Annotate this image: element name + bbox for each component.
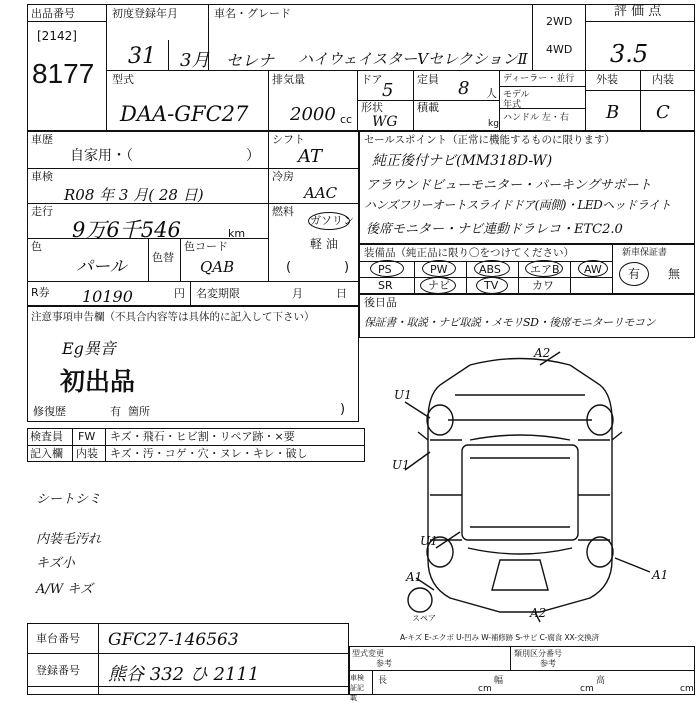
fuel-label: 燃料 [272,205,294,218]
fuel-diesel: 軽 油 [310,237,338,251]
model-change-label: 型式変更 [352,649,384,658]
code-row1: キズ・飛石・ヒビ割・リペア跡・×要 [110,430,295,443]
shape-label: 形状 [361,101,383,114]
entry-label: 記入欄 [30,447,63,460]
int-label: 内装 [652,73,674,86]
model-label: 型式 [112,73,134,86]
damage-mark: U1 [420,534,438,548]
yen-unit: 円 [174,287,185,300]
first-reg-label: 初度登録年月 [112,7,178,20]
doors-label: ドア [361,73,383,86]
damage-mark: A1 [652,568,669,582]
capacity-value: 8 [458,78,470,99]
code-row2-head: 内装 [76,447,98,460]
recycle-label: R券 [31,286,50,299]
chassis-value: GFC27-146563 [108,630,239,650]
name-change-label: 名変期限 [196,287,240,300]
remark-line: シートシミ [36,492,102,507]
first-reg-year: 31 [128,44,156,69]
recycle-value: 10190 [82,287,133,306]
inspection-label: 車検 [31,170,53,183]
displacement-label: 排気量 [272,73,305,86]
repaint-label: 色替 [152,251,174,264]
equip-abs-circle [474,260,510,277]
warranty-no: 無 [668,267,681,281]
remark-line: キズ小 [36,556,75,571]
damage-mark: A2 [534,346,551,360]
equip-navi: ナビ [428,279,450,292]
category-label: 類別区分番号 [514,649,562,658]
sales-point-line: 後席モニター・ナビ連動ドラレコ・ETC2.0 [366,222,623,237]
accessories-value: 保証書・取説・ナビ取説・メモリSD・後席モニターリモコン [364,316,656,329]
equip-sr: SR [378,279,393,292]
reg-value: 熊谷 332 ひ 2111 [108,664,260,685]
kg-unit: kg [488,119,499,129]
category-ref: 参考 [540,659,556,668]
sales-point-line: ハンズフリーオートスライドドア(両側)・LEDヘッドライト [364,198,671,212]
equipment-label: 装備品（純正品に限り〇をつけてください） [364,247,574,259]
shape-value: WG [372,114,398,130]
equip-airbag: エアB [530,263,560,276]
history-label: 車歴 [31,133,53,146]
lot-number-label: 出品番号 [31,7,75,20]
equip-leather: カワ [532,279,554,292]
shift-label: シフト [272,133,305,146]
km-unit: km [228,227,246,240]
width-label: 幅 [494,676,504,686]
name-change-month: 月 [292,287,303,300]
history-value: 自家用・（ [70,148,133,164]
accessories-label: 後日品 [364,296,397,309]
notes-first-listing: 初出品 [60,367,136,396]
damage-mark: A1 [406,570,423,584]
ext-label: 外装 [596,73,618,86]
damage-mark: U1 [394,388,412,402]
person-unit: 人 [486,87,497,100]
car-name-label: 車名・グレード [214,7,291,20]
spare-label: スペア [412,614,436,623]
handle-label: ハンドル 左・右 [503,113,569,123]
equip-aw: AW [584,263,602,276]
fuel-paren-open: ( [286,260,292,275]
sales-point-line: アラウンドビューモニター・パーキングサポート [366,178,652,193]
color-value: パール [76,257,127,277]
ac-value: AAC [304,184,338,202]
drive-2wd: 2WD [546,15,573,28]
model-change-ref: 参考 [376,659,392,668]
lot-small: [2142] [37,29,77,43]
fuel-paren-close: ) [344,260,350,275]
mileage-value: 9万6千546 [72,218,181,242]
score-value: 3.5 [610,40,649,68]
car-name: セレナ [226,51,275,70]
height-label: 高 [596,676,606,686]
drive-4wd: 4WD [546,43,573,56]
inspection-value: R08 年 3 月( 28 日) [64,186,204,204]
ac-label: 冷房 [272,170,294,183]
warranty-circle [619,262,649,286]
equip-aw-circle [578,260,608,277]
lot-number: 8177 [32,58,95,89]
sales-points-label: セールスポイント（正常に機能するものに限ります） [364,134,616,146]
capacity-label: 定員 [417,73,439,86]
inspector-label: 検査員 [30,430,63,443]
load-label: 積載 [417,101,439,114]
color-label: 色 [31,240,42,253]
history-close-paren: ） [246,148,260,164]
equip-abs: ABS [479,263,501,276]
warranty-yes: 有 [628,267,641,281]
length-unit: cm [478,684,492,694]
equip-pw-circle [422,260,456,277]
first-reg-month: 3月 [180,50,210,71]
cc-unit: cc [340,113,353,126]
model-year-label: モデル年式 [503,90,530,110]
score-label: 評 価 点 [614,4,662,19]
damage-mark: A2 [530,606,547,620]
mileage-label: 走行 [31,205,53,218]
color-code-value: QAB [200,258,235,276]
equip-pw: PW [430,263,448,276]
code-row2: キズ・汚・コゲ・穴・ヌレ・キレ・破し [110,447,308,460]
remark-line: 内装毛汚れ [36,532,102,547]
fuel-gas: ガソリン [310,214,354,227]
width-unit: cm [580,684,594,694]
notes-line-1: Eg異音 [62,339,116,358]
equip-ps-circle [370,260,404,277]
ext-score: B [606,102,620,123]
damage-legend: A-キズ E-エクボ U-凹み W-補修跡 S-サビ C-腐食 XX-交換済 [400,633,600,642]
doors-value: 5 [382,80,394,101]
sales-point-line: 純正後付ナビ(MM318D-W) [372,153,553,169]
height-unit: cm [680,684,694,694]
equip-airbag-circle [525,260,563,277]
length-label: 長 [378,676,388,686]
reg-label: 登録番号 [36,664,80,677]
int-score: C [656,102,670,123]
grade: ハイウェイスターVセレクションⅡ [298,50,528,68]
dealer-label: ディーラー・並行 [503,74,575,84]
equip-navi-circle [420,277,456,294]
equip-ps: PS [378,263,392,276]
equip-tv-circle [476,277,508,294]
damage-mark: U1 [392,458,410,472]
equip-tv: TV [484,279,499,292]
code-row1-head: FW [78,430,96,443]
repair-value: 有 [110,405,121,418]
shift-value: AT [298,146,323,167]
color-code-label: 色コード [184,240,228,253]
repair-close: ) [340,402,346,417]
cert-label: 車検証記載 [350,674,364,702]
chassis-label: 車台番号 [36,632,80,645]
repair-place: 箇所 [128,405,150,418]
name-change-day: 日 [336,287,347,300]
remark-line: A/W キズ [36,582,94,597]
repair-label: 修復歴 [33,405,66,418]
model-value: DAA-GFC27 [120,102,249,126]
notes-label: 注意事項申告欄（不具合内容等は具体的に記入して下さい） [31,311,315,323]
displacement-value: 2000 [290,104,336,125]
warranty-label: 新車保証書 [622,248,668,258]
